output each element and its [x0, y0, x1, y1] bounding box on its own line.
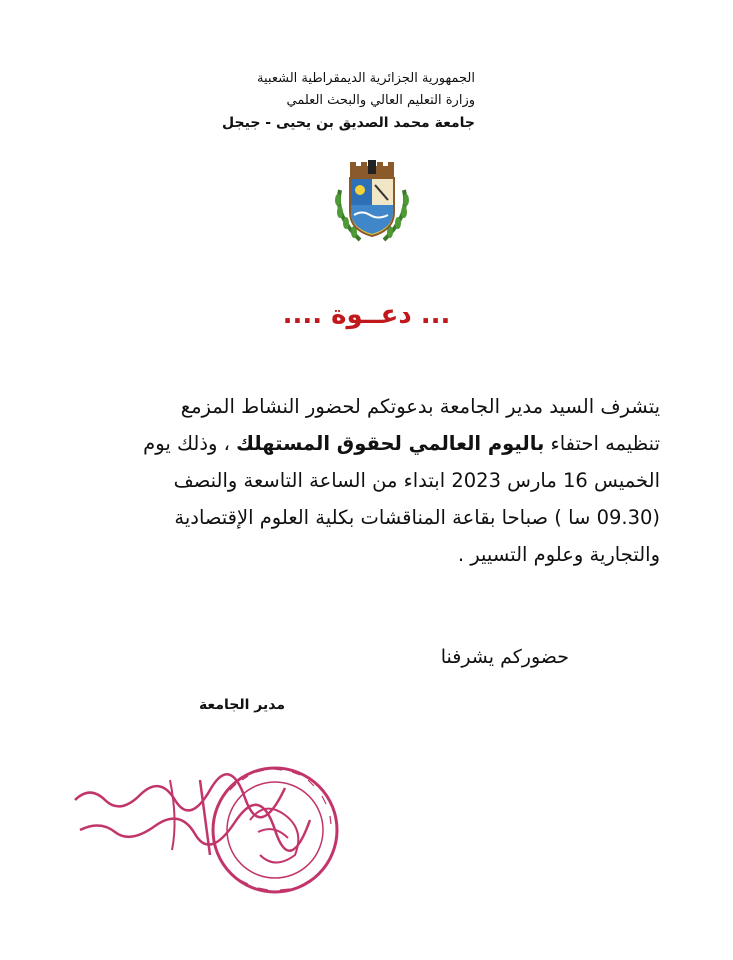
body-line-5: والتجارية وعلوم التسيير . — [457, 543, 660, 566]
body-line-4: (09.30 سا ) صباحا بقاعة المناقشات بكلية العلوم الإقتصادية — [174, 506, 660, 529]
signature-title: مدير الجامعة — [198, 697, 285, 713]
event-name: باليوم العالمي لحقوق المستهلك — [236, 432, 545, 455]
letterhead — [222, 68, 475, 134]
university-line: جامعة محمد الصديق بن يحيى - جيجل — [222, 115, 475, 131]
ministry-line: وزارة التعليم العالي والبحث العلمي — [286, 93, 475, 108]
invitation-body — [112, 388, 660, 573]
university-logo-icon — [330, 160, 414, 244]
invitation-title: ... دعــوة .... — [282, 300, 451, 330]
body-line-2: تنظيمه احتفاء باليوم العالمي لحقوق المستهلك ، وذلك يوم — [143, 432, 660, 455]
body-line-3: الخميس 16 مارس 2023 ابتداء من الساعة التاسعة والنصف — [173, 469, 660, 492]
closing-phrase: حضوركم يشرفنا — [440, 646, 569, 668]
official-stamp-and-signature-icon — [60, 760, 350, 900]
republic-line: الجمهورية الجزائرية الديمقراطية الشعبية — [257, 71, 475, 86]
body-line-1: يتشرف السيد مدير الجامعة بدعوتكم لحضور النشاط المزمع — [180, 395, 660, 418]
